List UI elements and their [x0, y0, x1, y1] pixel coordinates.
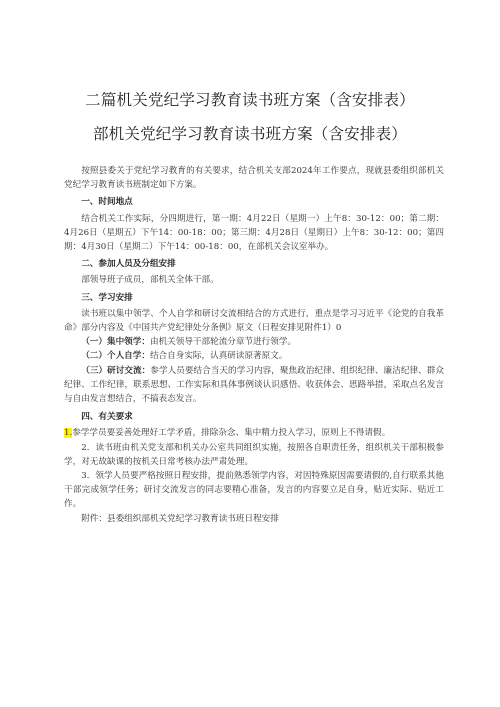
requirement-item-1 [64, 426, 444, 440]
study-item-self [64, 349, 444, 363]
requirement-item-3: 3．领学人员要严格按照日程安排，提前熟悉领学内容，对因特殊原因需要请假的,自行联系其他干部完成领学任务；研讨交流发言的同志要精心准备，发言的内容要立足自身，贴近实际、贴近工作。 [64, 471, 444, 510]
requirement-item-1-text: 参学学员要妥善处理好工学矛盾，排除杂念、集中精力投入学习，原则上不得请假。 [72, 428, 391, 439]
study-item-discussion-label: （三）研讨交流： [81, 365, 151, 376]
section-study-plan-text: 读书班以集中领学、个人自学和研讨交流相结合的方式进行，重点是学习习近平《论党的自我革命》部分内容及《中国共产党纪律处分条例》原文（日程安排见附件1）0 [64, 308, 444, 334]
study-item-collective [64, 335, 444, 349]
study-item-self-label: （二）个人自学： [81, 351, 150, 362]
requirement-item-1-number: 1. [64, 428, 73, 439]
study-item-self-text: 结合自身实际，认真研读原著原文。 [149, 351, 288, 362]
intro-paragraph: 按照县委关于党纪学习教育的有关要求，结合机关支部2024年工作要点，现就县委组织部机关党纪学习教育读书班制定如下方案。 [64, 166, 444, 191]
section-participants-text: 部领导班子成员，部机关全体干部。 [81, 275, 219, 286]
section-heading-study-plan: 三、学习安排 [81, 292, 133, 303]
study-item-discussion [64, 364, 444, 407]
study-item-collective-text: 由机关领导干部轮流分章节进行领学。 [149, 337, 297, 348]
section-heading-requirements: 四、有关要求 [81, 412, 133, 423]
study-item-discussion-text: 参学人员要结合当天的学习内容，聚焦政治纪律、组织纪律、廉洁纪律、群众纪律、工作纪律，联系思想、工作实际和具体事例谈认识感悟、收获体会、思路举措，采取点名发言与自由发言想结合，不搞表态发言。 [64, 365, 444, 405]
document-title-line1: 二篇机关党纪学习教育读书班方案（含安排表） [85, 91, 415, 109]
section-heading-participants: 二、参加人员及分组安排 [81, 259, 176, 270]
document-body [64, 164, 444, 526]
section-time-location-text: 结合机关工作实际，分四期进行，第一期：4月22日（星期一）上午8：30-12：00；第二期：4月26日（星期五）下午14：00-18：00；第三期：4月28日（星期日）上午8：30-12：00；第四期：4月30日（星期二）下午14：00-18：00，在部机关会议室举办。 [64, 213, 444, 253]
section-heading-time-location: 一、时间地点 [81, 197, 133, 208]
document-title-line2: 部机关党纪学习教育读书班方案（含安排表） [92, 125, 407, 143]
requirement-item-2: 2．读书班由机关党支部和机关办公室共同组织实施，按照各自职责任务，组织机关干部积极参学，对无故缺课的按机关日常考核办法严肃处理。 [64, 442, 444, 467]
study-item-collective-label: （一）集中领学： [81, 337, 150, 348]
attachment-note: 附件：县委组织部机关党纪学习教育读书班日程安排 [81, 513, 279, 524]
